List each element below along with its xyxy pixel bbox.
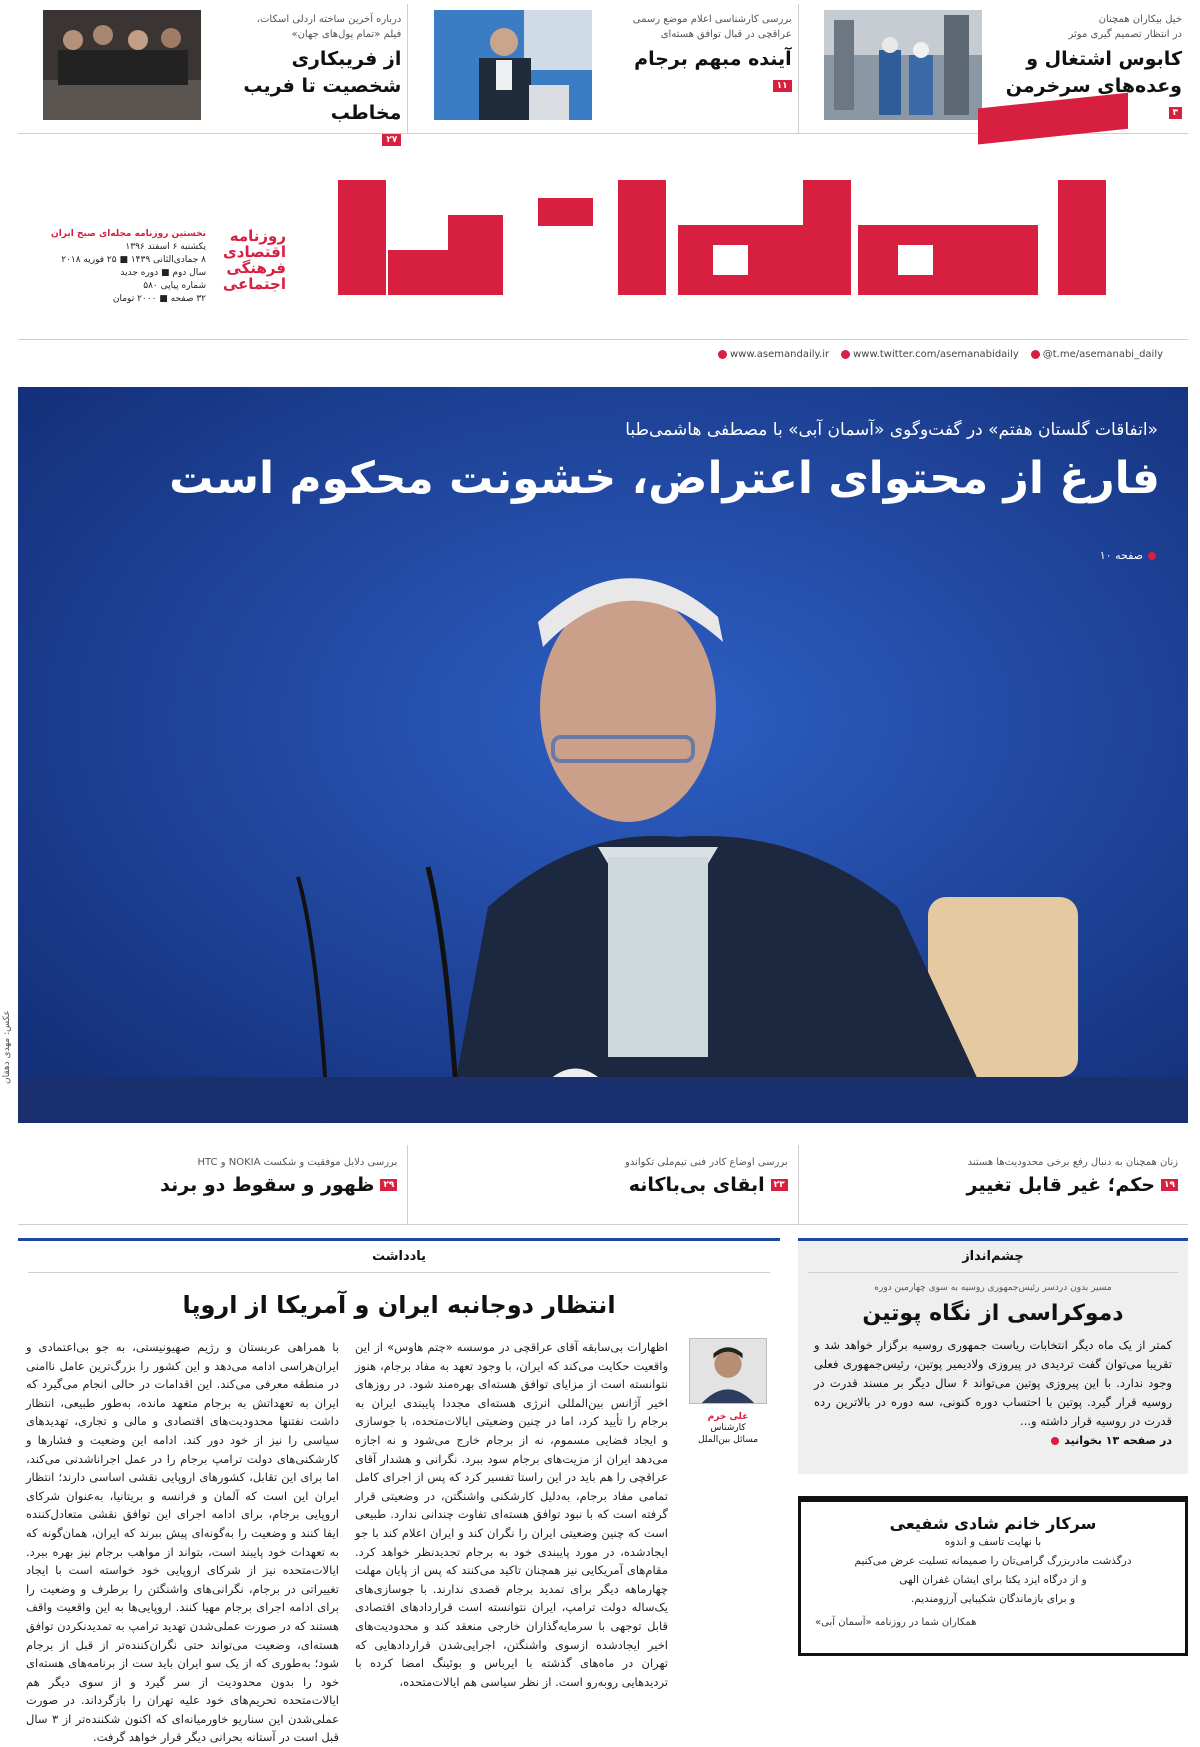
edition-line: سال دوم ■ دوره جدید <box>120 268 206 278</box>
newspaper-logo <box>298 170 1128 320</box>
headline-title: حکم؛ غیر قابل تغییر <box>966 1174 1155 1196</box>
genre-list: روزنامه اقتصادی فرهنگی اجتماعی <box>222 227 286 293</box>
editorial-title: انتظار دوجانبه ایران و آمریکا از اروپا <box>182 1291 616 1319</box>
page-number-badge: ۲۳ <box>771 1179 788 1191</box>
social-links <box>718 344 1188 364</box>
date-line: یکشنبه ۶ اسفند ۱۳۹۶ <box>125 242 206 252</box>
secondary-headlines <box>18 1145 1188 1225</box>
bullet-icon <box>1148 552 1156 560</box>
teaser-title: از فریبکاری شخصیت تا فریب مخاطب <box>243 48 402 124</box>
page-number-badge: ۱۱ <box>773 80 792 92</box>
headline-women-ruling[interactable] <box>798 1145 1188 1224</box>
teaser-kicker: بررسی کارشناسی اعلام موضع رسمی <box>632 14 792 25</box>
perspective-body: کمتر از یک ماه دیگر انتخابات ریاست جمهوری روسیه برگزار خواهد شد و تقریبا می‌توان گفت تردیدی در پیروزی ولادیمیر پوتین، رئیس‌جمهوری فعلی وجود ندارد. با این پیروزی پوتین می‌تواند ۶ سال دیگر بر مسند قدرت در روسیه قرار گیرد. پوتین با احتساب دوره کنونی، سه دوره در بالاترین رده قدرت در روسیه قرار داشته و... <box>814 1338 1172 1428</box>
author-name: علی خرم <box>707 1412 749 1422</box>
teaser-kicker: خیل بیکاران همچنان <box>1098 14 1182 25</box>
tagline: نخستین روزنامه مجله‌ای صبح ایران <box>51 229 206 239</box>
page-number-badge: ۱۹ <box>1161 1179 1178 1191</box>
condolence-notice: سرکار خانم شادی شفیعی با نهایت تاسف و اندوه درگذشت مادربزرگ گرامی‌تان را صمیمانه تسلیت عرض می‌کنیم و از درگاه ایزد یکتا برای ایشان غفران الهی و برای بازماندگان شکیبایی آرزومندیم. همکاران شما در روزنامه «آسمان آبی» <box>798 1496 1188 1656</box>
page-number-badge: ۳ <box>1169 107 1183 119</box>
hero-page-ref: صفحه ۱۰ <box>1100 549 1156 562</box>
web-icon <box>718 350 727 359</box>
page-number-badge: ۲۹ <box>380 1179 397 1191</box>
headline-title: ظهور و سقوط دو برند <box>160 1174 375 1196</box>
price-line: ۳۲ صفحه ■ ۲۰۰۰ تومان <box>112 294 206 304</box>
headline-taekwondo[interactable] <box>407 1145 797 1224</box>
editorial-column: با همراهی عربستان و رژیم صهیونیستی، به جو بی‌اعتمادی و ایران‌هراسی ادامه می‌دهد و این کشور را بزرگ‌ترین عامل ناامنی در منطقه معرفی می‌کند. این اقدامات در حالی انجام می‌گیرد که ایران به تعهداتش به برجام متعهد مانده، به‌طور طبیعی، انتظار داشت نفتنها محدودیت‌های اقتصادی و مالی و تجاری، تهدیدهای سیاسی را نیز از خود دور کند. ادامه این وضعیت و فشارها و کارشکنی‌های دولت ترامپ برجام را در عمل اجرانا‌شدنی می‌کند، اما برای این تقابل، کشورهای اروپایی نقشی اساسی دارند؛ انتظار ایران این است که آلمان و فرانسه و بریتانیا، به‌عنوان شرکای اروپایی برجام، برای ادامه اجرای این توافق نقشی متعادل‌کننده ایفا کنند و وضعیت را به‌گونه‌ای پیش ببرند که ایران، همان‌گونه که به تعهدات خود پایبند است، بتواند از مواهب برجام نیز بهره ببرد. ایالات‌متحده نیز از شرکای اروپایی خود خواسته است با ایجاد تغییراتی در برجام، نگرانی‌های واشنگتن را برطرف و وضعیت را برای ادامه اجرای برجام مهیا کنند. اروپایی‌ها به این واقعیت واقف هستند که در صورت عملی‌شدن تهدید ترامپ به تمدیدنکردن توافق هسته‌ای، وضعیت می‌تواند حتی نگران‌کننده‌تر از قبل از برجام شود؛ به‌طوری که از یک سو ایران باید ست از برنامه‌های هسته‌ای خود را بدون محدودیت از سر گیرد و از سوی دیگر هم ایالات‌متحده تحریم‌های خود علیه تهران را بازگرداند. در صورت عملی‌شدن این سناریو خاورمیانه‌ای که اکنون شکننده‌تر از ۳ سال قبل است در آستانه بحرانی دیگر قرار خواهد گرفت. <box>26 1340 339 1745</box>
read-more-link[interactable]: در صفحه ۱۳ بخوانید <box>798 1431 1188 1450</box>
editorial-article[interactable] <box>18 1238 780 1745</box>
hero-kicker: «اتفاقات گلستان هفتم» در گفت‌وگوی «آسمان آبی» با مصطفی هاشمی‌طبا <box>625 420 1158 440</box>
perspective-box[interactable] <box>798 1238 1188 1474</box>
page-number-badge: ۲۷ <box>382 134 401 146</box>
headline-kicker: بررسی اوضاع کادر فنی تیم‌ملی تکواندو <box>625 1157 788 1168</box>
perspective-title: دموکراسی از نگاه پوتین <box>862 1301 1124 1326</box>
bullet-icon <box>1051 1437 1059 1445</box>
photo-credit: عکس: مهدی دهقان <box>2 1010 12 1084</box>
teaser-film[interactable] <box>18 4 407 145</box>
telegram-link[interactable]: @t.me/asemanabi_daily <box>1031 349 1163 360</box>
twitter-link[interactable]: www.twitter.com/asemanabidaily <box>841 349 1019 360</box>
author-role: کارشناس <box>710 1423 746 1433</box>
issue-details <box>46 228 206 328</box>
author-photo <box>689 1338 767 1404</box>
headline-title: ابقای بی‌باکانه <box>628 1174 765 1196</box>
hero-story[interactable] <box>18 387 1188 1123</box>
date-line-hijri: ۸ جمادی‌الثانی ۱۴۳۹ ■ ۲۵ فوریه ۲۰۱۸ <box>61 255 206 265</box>
teaser-kicker: فیلم «تمام پول‌های جهان» <box>291 29 402 40</box>
website-link[interactable]: www.asemandaily.ir <box>718 349 829 360</box>
teaser-title: آینده مبهم برجام <box>634 48 792 70</box>
issue-number: شماره پیاپی ۵۸۰ <box>143 281 206 291</box>
section-label: یادداشت <box>28 1241 770 1273</box>
teaser-kicker: عراقچی در قبال توافق هسته‌ای <box>660 29 792 40</box>
teaser-jcpoa[interactable] <box>407 4 797 133</box>
headline-brands[interactable] <box>18 1145 407 1224</box>
factory-workers-photo <box>824 10 982 120</box>
hero-headline: فارغ از محتوای اعتراض، خشونت محکوم است <box>169 453 1160 504</box>
editorial-column: اظهارات بی‌سابقه آقای عراقچی در موسسه «چتم هاوس» از این واقعیت حکایت می‌کند که ایران، با وجود تعهد به مفاد برجام، هنوز نتوانسته است از مزایای توافق هسته‌ای بهره‌مند شود. در روزهای اخیر آژانس بین‌المللی انرژی هسته‌ای مجددا پایبندی ایران به برجام را تأیید کرد، اما در چنین وضعیتی ایالات‌متحده، با جوسازی و ایجاد فضایی مسموم، نه از برجام خارج می‌شود و نه اجازه می‌دهد ایران از مزیت‌های برجام سود ببرد. نگرانی و هشدار آقای عراقچی را هم باید در این راستا تفسیر کرد که پس از اجرای کامل تمامی مفاد برجام، به‌دلیل کارشکنی واشنگتن، در وضعیتی قرار گرفته است که با نبود توافق هسته‌ای تفاوت چندانی ندارد. طبیعی است که چنین وضعیتی ایران را نگران کند و ایران اعلام کند با جو ایجادشده، در مورد پایبندی خود به برجام تجدیدنظر خواهد کرد. مقام‌های آمریکایی نیز همچنان تاکید می‌کنند که پس از پایان مهلت چهارماهه دیگر برای تمدید برجام قصدی ندارند. با جوسازی‌های یک‌ساله دولت ترامپ، ایران نتوانسته است قراردادهای اقتصادی قابل توجهی با سرمایه‌گذاران خارجی منعقد کند و محدودیت‌های اخیر ایجادشده ازسوی واشنگتن، اجرایی‌شدن قراردادهایی که تهران در ماه‌های گذشته با ایرباس و بوئینگ امضا کرده با تردیدهایی روبه‌رو است. از نظر سیاسی هم ایالات‌متحده، <box>355 1340 668 1689</box>
condolence-signature: همکاران شما در روزنامه «آسمان آبی» <box>815 1617 977 1628</box>
bottom-section <box>18 1238 1188 1745</box>
masthead-info <box>46 228 286 328</box>
headline-kicker: بررسی دلایل موفقیت و شکست NOKIA و HTC <box>197 1157 398 1168</box>
author-role: مسائل بین‌الملل <box>697 1435 759 1445</box>
author-box <box>684 1338 772 1658</box>
masthead <box>18 150 1188 360</box>
perspective-kicker: مسیر بدون دردسر رئیس‌جمهوری روسیه به سوی چهارمین دوره <box>874 1283 1112 1293</box>
teaser-kicker: درباره آخرین ساخته اردلی اسکات، <box>256 14 402 25</box>
diplomat-speaking-photo <box>434 10 592 120</box>
teaser-title: کابوس اشتغال و وعده‌های سرخرمن <box>1005 48 1182 97</box>
teaser-kicker: در انتظار تصمیم گیری موثر <box>1068 29 1182 40</box>
condolence-name: سرکار خانم شادی شفیعی <box>889 1514 1097 1533</box>
film-crowd-photo <box>43 10 201 120</box>
twitter-icon <box>841 350 850 359</box>
section-label: چشم‌انداز <box>808 1241 1178 1273</box>
telegram-icon <box>1031 350 1040 359</box>
headline-kicker: زنان همچنان به دنبال رفع برخی محدودیت‌ها هستند <box>967 1157 1178 1168</box>
